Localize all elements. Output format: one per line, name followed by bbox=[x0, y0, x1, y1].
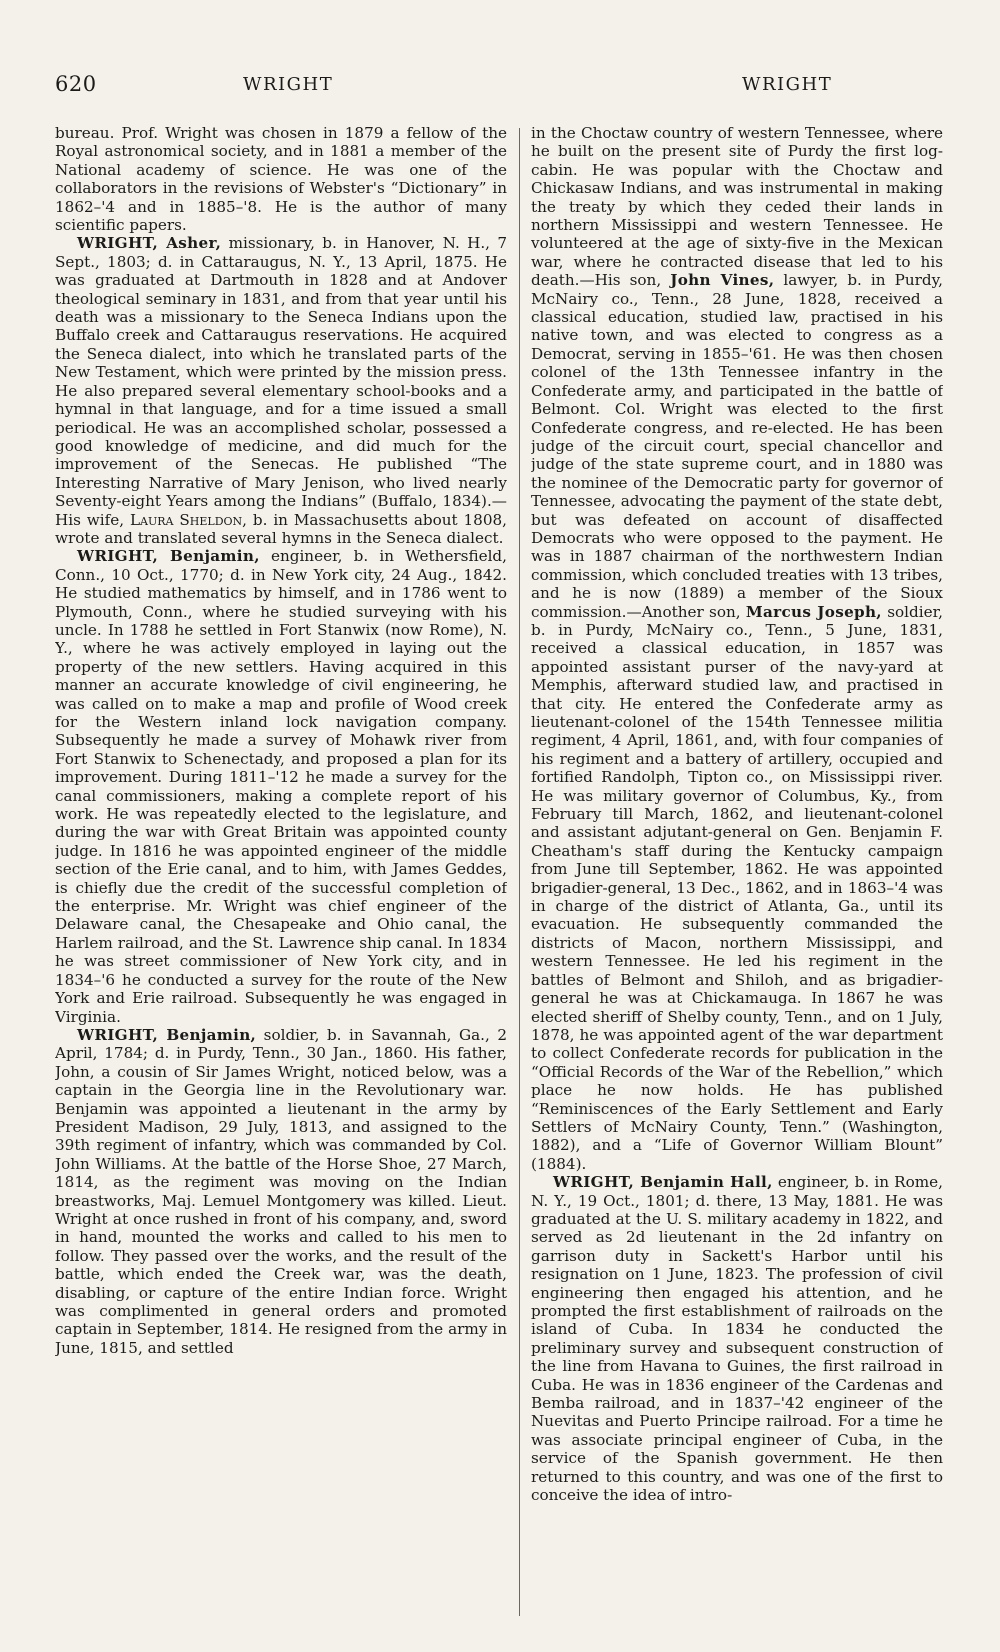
page-number: 620 bbox=[55, 72, 97, 96]
son-name-john-vines: John Vines, bbox=[670, 271, 775, 290]
column-divider bbox=[519, 128, 520, 1616]
entry-benjamin-hall-wright bbox=[531, 1173, 943, 1504]
right-running-head: WRIGHT bbox=[742, 74, 833, 95]
wife-name: Laura Sheldon bbox=[129, 510, 243, 529]
entry-headword: WRIGHT, Asher, bbox=[77, 234, 222, 253]
entry-body: missionary, b. in Hanover, N. H., 7 Sept., 1803; d. in Cattaraugus, N. Y., 13 April, 1875. He was graduated at Dartmouth in 1828 and at Andover theological seminary in 1831, and from that year until his death was a missionary to the Seneca Indians upon the Buffalo creek and Cattaraugus reservations. He acquired the Seneca dialect, into which he translated parts of the New Testament, which were printed by the mission press. He also prepared several elementary school-books and a hymnal in that language, and for a time issued a small periodical. He was an accomplished scholar, possessed a good knowledge of medicine, and did much for the improvement of the Senecas. He published “The Interesting Narrative of Mary Jenison, who lived nearly Seventy-eight Years among the Indians” (Buffalo, 1834).—His wife, bbox=[55, 234, 507, 529]
entry-body-tail: , b. in Massachusetts about 1808, wrote and translated several hymns in the Seneca dialect. bbox=[55, 510, 507, 547]
entry-body: engineer, b. in Wethersfield, Conn., 10 Oct., 1770; d. in New York city, 24 Aug., 1842. He studied mathematics by himself, and in 1786 went to Plymouth, Conn., where he studied surveying with his uncle. In 1788 he settled in Fort Stanwix (now Rome), N. Y., where he was actively employed in laying out the property of the new settlers. Having acquired in this manner an accurate knowledge of civil engineering, he was called on to make a map and profile of Wood creek for the Western inland lock navigation company. Subsequently he made a survey of Mohawk river from Fort Stanwix to Schenectady, and proposed a plan for its improvement. During 1811–'12 he made a survey for the canal commissioners, making a complete report of his work. He was repeatedly elected to the legislature, and during the war with Great Britain was appointed county judge. In 1816 he was appointed engineer of the middle section of the Erie canal, and to him, with James Geddes, is chiefly due the credit of the successful completion of the enterprise. Mr. Wright was chief engineer of the Delaware canal, the Chesapeake and Ohio canal, the Harlem railroad, and the St. Lawrence ship canal. In 1834 he was street commissioner of New York city, and in 1834–'6 he conducted a survey for the route of the New York and Erie railroad. Subsequently he was engaged in Virginia. bbox=[55, 547, 507, 1026]
entry-body: in the Choctaw country of western Tennessee, where he built on the present site of Purdy the first log-cabin. He was popular with the Choctaw and Chickasaw Indians, and was instrumental in making the treaty by which they ceded their lands in northern Mississippi and western Tennessee. He volunteered at the age of sixty-five in the Mexican war, where he contracted disease that led to his death.—His son, bbox=[531, 124, 943, 290]
entry-headword: WRIGHT, Benjamin, bbox=[77, 547, 260, 566]
entry-body: lawyer, b. in Purdy, McNairy co., Tenn., 28 June, 1828, received a classical education, studied law, practised in his native town, and was elected to congress as a Democrat, serving in 1855–'61. He was then chosen colonel of the 13th Tennessee infantry in the Confederate army, and participated in the battle of Belmont. Col. Wright was elected to the first Confederate congress, and re-elected. He has been judge of the circuit court, special chancellor and judge of the state supreme court, and in 1880 was the nominee of the Democratic party for governor of Tennessee, advocating the payment of the state debt, but was defeated on account of disaffected Democrats who were opposed to the payment. He was in 1887 chairman of the northwestern Indian commission, which concluded treaties with 13 tribes, and he is now (1889) a member of the Sioux commission.—Another son, bbox=[531, 271, 943, 621]
son-name-marcus-joseph: Marcus Joseph, bbox=[745, 602, 882, 621]
entry-benjamin-wright-soldier-continued bbox=[531, 124, 943, 1173]
entry-benjamin-wright-engineer bbox=[55, 547, 507, 1026]
entry-body: engineer, b. in Rome, N. Y., 19 Oct., 1801; d. there, 13 May, 1881. He was graduated at the U. S. military academy in 1822, and served as 2d lieutenant in the 2d infantry on garrison duty in Sackett's Harbor until his resignation on 1 June, 1823. The profession of civil engineering then engaged his attention, and he prompted the first establishment of railroads on the island of Cuba. In 1834 he conducted the preliminary survey and subsequent construction of the line from Havana to Guines, the first railroad in Cuba. He was in 1836 engineer of the Cardenas and Bemba railroad, and in 1837–'42 engineer of the Nuevitas and Puerto Principe railroad. For a time he was associate principal engineer of Cuba, in the service of the Spanish government. He then returned to this country, and was one of the first to conceive the idea of intro- bbox=[531, 1173, 943, 1505]
left-column bbox=[55, 124, 507, 1624]
entry-body: soldier, b. in Purdy, McNairy co., Tenn., 5 June, 1831, received a classical education, in 1857 was appointed assistant purser of the navy-yard at Memphis, afterward studied law, and practised in that city. He entered the Confederate army as lieutenant-colonel of the 154th Tennessee militia regiment, 4 April, 1861, and, with four companies of his regiment and a battery of artillery, occupied and fortified Randolph, Tipton co., on Mississippi river. He was military governor of Columbus, Ky., from February till March, 1862, and lieutenant-colonel and assistant adjutant-general on Gen. Benjamin F. Cheatham's staff during the Kentucky campaign from June till September, 1862. He was appointed brigadier-general, 13 Dec., 1862, and in 1863–'4 was in charge of the district of Atlanta, Ga., until its evacuation. He subsequently commanded the districts of Macon, northern Mississippi, and western Tennessee. He led his regiment in the battles of Belmont and Shiloh, and as brigadier-general he was at Chickamauga. In 1867 he was elected sheriff of Shelby county, Tenn., and on 1 July, 1878, he was appointed agent of the war department to collect Confederate records for publication in the “Official Records of the War of the Rebellion,” which place he now holds. He has published “Reminiscences of the Early Settlement and Early Settlers of McNairy County, Tenn.” (Washington, 1882), and a “Life of Governor William Blount” (1884). bbox=[531, 602, 943, 1173]
entry-body: soldier, b. in Savannah, Ga., 2 April, 1784; d. in Purdy, Tenn., 30 Jan., 1860. His father, John, a cousin of Sir James Wright, noticed below, was a captain in the Georgia line in the Revolutionary war. Benjamin was appointed a lieutenant in the army by President Madison, 29 July, 1813, and assigned to the 39th regiment of infantry, which was commanded by Col. John Williams. At the battle of the Horse Shoe, 27 March, 1814, as the regiment was moving on the Indian breastworks, Maj. Lemuel Montgomery was killed. Lieut. Wright at once rushed in front of his company, and, sword in hand, mounted the works and called to his men to follow. They passed over the works, and the result of the battle, which ended the Creek war, was the death, disabling, or capture of the entire Indian force. Wright was complimented in general orders and promoted captain in September, 1814. He resigned from the army in June, 1815, and settled bbox=[55, 1025, 507, 1357]
entry-benjamin-wright-soldier bbox=[55, 1026, 507, 1357]
page-header bbox=[55, 72, 962, 102]
left-running-head: WRIGHT bbox=[243, 74, 334, 95]
entry-continuation-paragraph: bureau. Prof. Wright was chosen in 1879 a fellow of the Royal astronomical society, and in 1881 a member of the National academy of science. He was one of the collaborators in the revisions of Webster's “Dictionary” in 1862–'4 and in 1885–'8. He is the author of many scientific papers. bbox=[55, 124, 507, 235]
entry-headword: WRIGHT, Benjamin, bbox=[77, 1025, 257, 1044]
entry-asher-wright bbox=[55, 234, 507, 547]
entry-headword: WRIGHT, Benjamin Hall, bbox=[553, 1173, 773, 1192]
right-column bbox=[531, 124, 943, 1624]
